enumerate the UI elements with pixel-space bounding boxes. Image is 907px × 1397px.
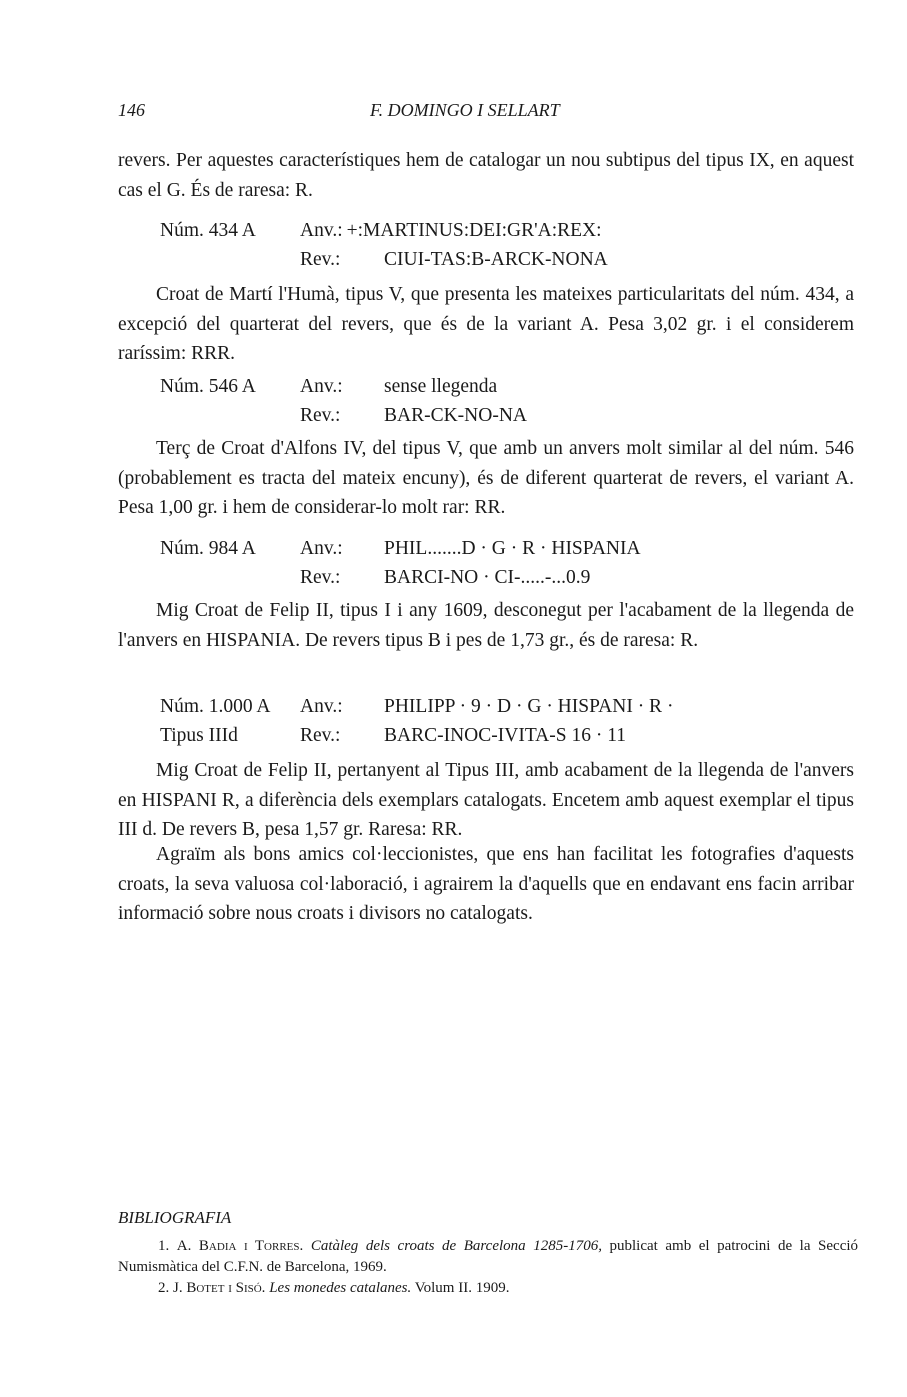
running-title: F. DOMINGO I SELLART	[370, 100, 560, 120]
coin-entry-984	[160, 534, 641, 592]
bibliography-title: BIBLIOGRAFIA	[118, 1208, 232, 1227]
entry-number: Núm. 546 A	[160, 376, 256, 397]
reverse-label: Rev.:	[300, 567, 341, 588]
reverse-label: Rev.:	[300, 725, 341, 746]
reverse-legend: BARC-INOC-IVITA-S 16 · 11	[384, 725, 626, 746]
reverse-label: Rev.:	[300, 405, 341, 426]
coin-entry-434	[160, 216, 608, 274]
reverse-legend: BAR-CK-NO-NA	[384, 405, 527, 426]
paragraph-6: Agraïm als bons amics col·leccionistes, que ens han facilitat les fotografies d'aquests croats, la seva valuosa col·laboració, i agrairem la d'aquells que en endavant ens facin arribar informació sobre nous croats i divisors no catalogats.	[118, 844, 854, 924]
obverse-legend: sense llegenda	[384, 376, 498, 397]
paragraph-2: Croat de Martí l'Humà, tipus V, que presenta les mateixes particularitats del núm. 434, a excepció del quarterat del revers, que és de la variant A. Pesa 3,02 gr. i el considerem raríssim: RRR.	[118, 284, 854, 364]
obverse-legend: PHILIPP · 9 · D · G · HISPANI · R ·	[384, 696, 674, 717]
bibliography	[118, 1208, 858, 1299]
obverse-legend: +:MARTINUS:DEI:GR'A:REX:	[346, 220, 602, 241]
obverse-label: Anv.:	[300, 538, 343, 559]
paragraph-5: Mig Croat de Felip II, pertanyent al Tipus III, amb acabament de la llegenda de l'anvers en HISPANI R, a diferència dels exemplars catalogats. Encetem amb aquest exemplar el tipus III d. De revers B, pesa 1,57 gr. Raresa: RR.	[118, 760, 854, 840]
entry-number: Núm. 1.000 A	[160, 696, 271, 717]
paragraph-4: Mig Croat de Felip II, tipus I i any 1609, desconegut per l'acabament de la llegenda de l'anvers en HISPANIA. De revers tipus B i pes de 1,73 gr., és de raresa: R.	[118, 600, 854, 651]
page-header	[118, 100, 858, 128]
paragraph-3: Terç de Croat d'Alfons IV, del tipus V, que amb un anvers molt similar al del núm. 546 (probablement es tracta del mateix encuny), és de diferent quarterat de revers, el variant A. Pesa 1,00 gr. i hem de considerar-lo molt rar: RR.	[118, 438, 854, 518]
obverse-label: Anv.:	[300, 220, 343, 241]
coin-entry-1000	[160, 692, 673, 750]
reverse-legend: BARCI-NO · CI-.....-...0.9	[384, 567, 591, 588]
reverse-label: Rev.:	[300, 249, 341, 270]
entry-number: Núm. 434 A	[160, 220, 256, 241]
obverse-label: Anv.:	[300, 376, 343, 397]
page-number: 146	[118, 100, 145, 120]
reverse-legend: CIUI-TAS:B-ARCK-NONA	[384, 249, 608, 270]
coin-entry-546	[160, 372, 527, 430]
bibliography-ref-2: 2. J. Botet i Sisó. Les monedes catalanes. Volum II. 1909.	[158, 1280, 510, 1296]
obverse-label: Anv.:	[300, 696, 343, 717]
bibliography-ref-1: 1. A. Badia i Torres. Catàleg dels croats de Barcelona 1285-1706, publicat amb el patrocini de la Secció Numismàtica del C.F.N. de Barcelona, 1969.	[118, 1238, 859, 1275]
obverse-legend: PHIL.......D · G · R · HISPANIA	[384, 538, 641, 559]
paragraph-1: revers. Per aquestes característiques hem de catalogar un nou subtipus del tipus IX, en aquest cas el G. És de raresa: R.	[118, 150, 854, 201]
entry-type: Tipus IIId	[160, 725, 238, 746]
entry-number: Núm. 984 A	[160, 538, 256, 559]
